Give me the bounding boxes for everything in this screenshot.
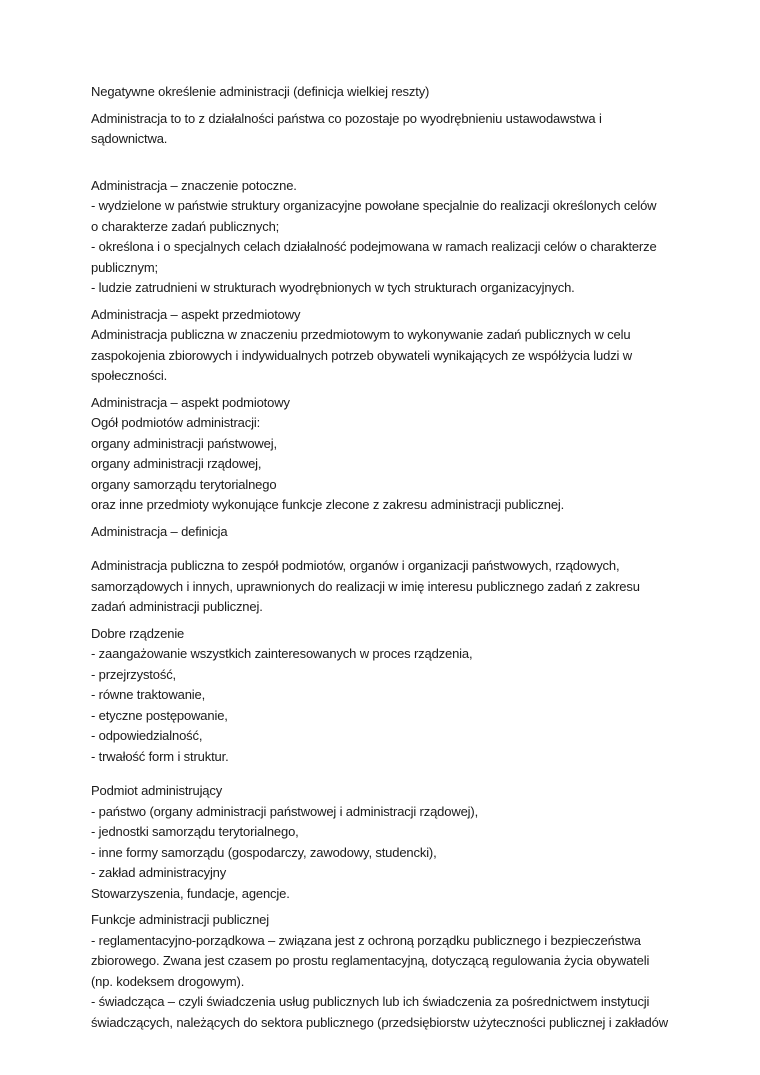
blank-line: [91, 156, 730, 176]
text-line: - państwo (organy administracji państwowej i administracji rządowej),: [91, 803, 479, 819]
text-line: oraz inne przedmioty wykonujące funkcje zlecone z zakresu administracji publicznej.: [91, 497, 565, 512]
paragraph: [91, 781, 730, 904]
text-line: społeczności.: [91, 368, 168, 383]
text-line: świadczących, należących do sektora publicznego (przedsiębiorstw użyteczności publicznej i zakładów: [91, 1014, 668, 1030]
text-line: zadań administracji publicznej.: [91, 599, 263, 614]
paragraph: [91, 176, 730, 299]
text-line: Administracja publiczna w znaczeniu przedmiotowym to wykonywanie zadań publicznych w celu: [91, 327, 631, 342]
text-line: - ludzie zatrudnieni w strukturach wyodrębnionych w tych strukturach organizacyjnych.: [91, 280, 575, 295]
text-line: - równe traktowanie,: [91, 687, 206, 702]
text-line: publicznym;: [91, 259, 158, 275]
text-line: zbiorowego. Zwana jest czasem po prostu reglamentacyjną, dotyczącą regulowania życia obywateli: [91, 953, 650, 968]
paragraph: [91, 305, 730, 387]
text-line: Ogół podmiotów administracji:: [91, 415, 261, 430]
text-line: Stowarzyszenia, fundacje, agencje.: [91, 885, 290, 901]
text-line: (np. kodeksem drogowym).: [91, 973, 245, 989]
text-line: - świadcząca – czyli świadczenia usług publicznych lub ich świadczenia za pośrednictwem instytucji: [91, 994, 650, 1009]
blank-line: [91, 773, 730, 781]
text-line: - reglamentacyjno-porządkowa – związana jest z ochroną porządku publicznego i bezpieczeństwa: [91, 932, 641, 948]
paragraph: [91, 82, 730, 103]
text-line: sądownictwa.: [91, 131, 168, 146]
text-line: Administracja – definicja: [91, 523, 228, 539]
text-line: organy administracji rządowej,: [91, 456, 262, 471]
text-line: Administracja – aspekt przedmiotowy: [91, 306, 301, 322]
text-line: - zakład administracyjny: [91, 865, 227, 880]
text-line: - odpowiedzialność,: [91, 728, 203, 743]
paragraph: [91, 910, 730, 1033]
text-line: organy samorządu terytorialnego: [91, 476, 277, 492]
text-line: Administracja to to z działalności państwa co pozostaje po wyodrębnieniu ustawodawstwa i: [91, 110, 602, 126]
text-line: - zaangażowanie wszystkich zainteresowanych w proces rządzenia,: [91, 646, 473, 661]
paragraph: [91, 522, 730, 543]
text-line: zaspokojenia zbiorowych i indywidualnych potrzeb obywateli wynikających ze współżycia ludzi w: [91, 347, 632, 363]
paragraph: [91, 393, 730, 516]
text-line: Administracja – aspekt podmiotowy: [91, 394, 290, 410]
paragraph: [91, 624, 730, 768]
document-content: [91, 82, 730, 1039]
text-line: Podmiot administrujący: [91, 783, 223, 798]
text-line: - określona i o specjalnych celach działalność podejmowana w ramach realizacji celów o charakterze: [91, 239, 657, 254]
text-line: organy administracji państwowej,: [91, 435, 277, 451]
paragraph: [91, 109, 730, 150]
text-line: - przejrzystość,: [91, 666, 177, 682]
text-line: Administracja – znaczenie potoczne.: [91, 177, 297, 193]
text-line: Negatywne określenie administracji (definicja wielkiej reszty): [91, 84, 430, 99]
text-line: - inne formy samorządu (gospodarczy, zawodowy, studencki),: [91, 844, 437, 860]
text-line: - jednostki samorządu terytorialnego,: [91, 824, 299, 839]
text-line: - wydzielone w państwie struktury organizacyjne powołane specjalnie do realizacji określonych celów: [91, 198, 657, 213]
paragraph: [91, 556, 730, 618]
text-line: - etyczne postępowanie,: [91, 707, 228, 723]
text-line: o charakterze zadań publicznych;: [91, 218, 280, 234]
text-line: Dobre rządzenie: [91, 625, 185, 641]
text-line: - trwałość form i struktur.: [91, 748, 229, 764]
blank-line: [91, 548, 730, 556]
text-line: Administracja publiczna to zespół podmiotów, organów i organizacji państwowych, rządowych,: [91, 558, 620, 573]
text-line: Funkcje administracji publicznej: [91, 912, 269, 927]
text-line: samorządowych i innych, uprawnionych do realizacji w imię interesu publicznego zadań z zakresu: [91, 578, 640, 594]
